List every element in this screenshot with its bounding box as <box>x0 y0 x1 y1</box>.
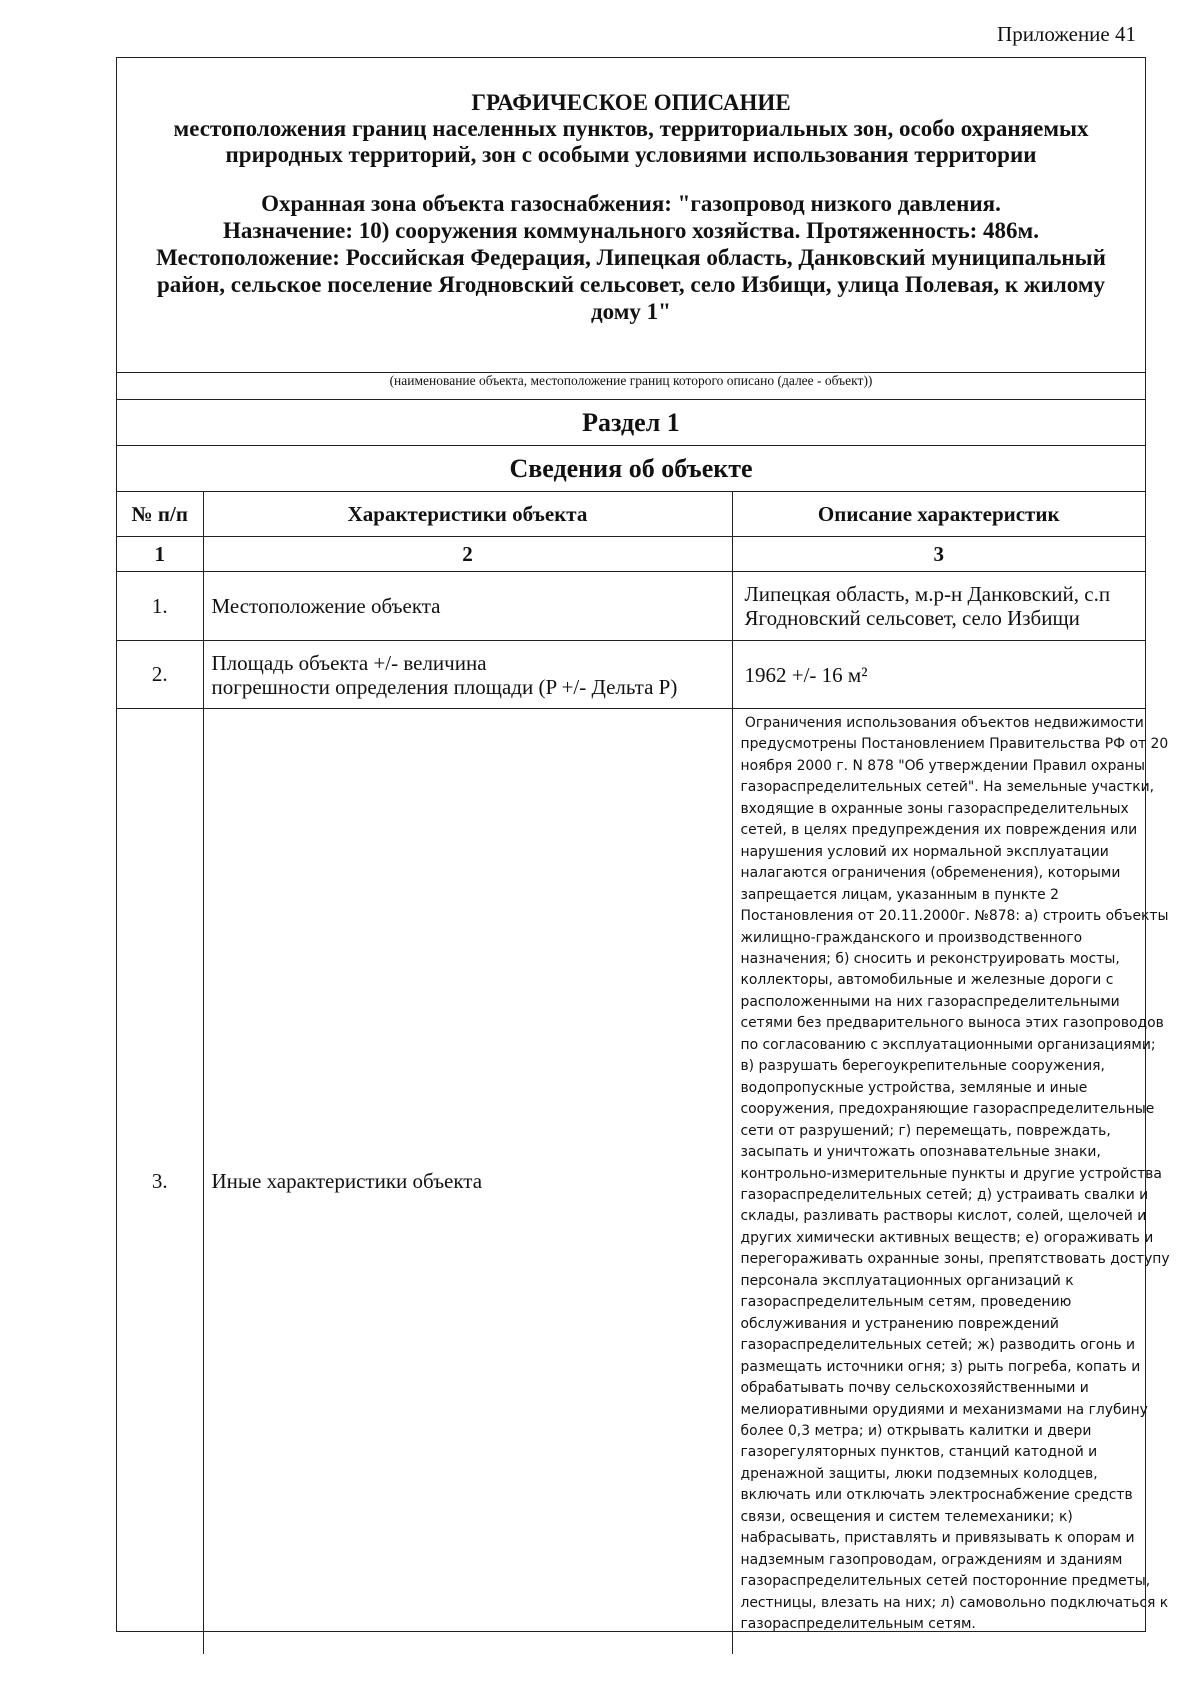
row-description <box>732 572 1145 641</box>
restrictions-text-line: обрабатывать почву сельскохозяйственными и <box>740 1380 1089 1397</box>
restrictions-text-line: предусмотрены Постановлением Правительства РФ от 20 <box>740 736 1169 753</box>
restrictions-text-line: дренажной защиты, люки подземных колодцев, <box>740 1465 1098 1482</box>
restrictions-text-line: обслуживания и устранению повреждений <box>740 1315 1059 1332</box>
restrictions-text-line: газораспределительных сетей; д) устраивать свалки и <box>740 1186 1149 1203</box>
row-description-line: Липецкая область, м.р-н Данковский, с.п <box>744 582 1111 606</box>
restrictions-text-line: газораспределительным сетям. <box>740 1616 976 1633</box>
restrictions-text-line: газораспределительных сетей; ж) разводить огонь и <box>740 1337 1136 1354</box>
document-subtitle-line-1: местоположения границ населенных пунктов, территориальных зон, особо охраняемых <box>173 116 1089 141</box>
row-characteristic: Местоположение объекта <box>203 572 732 641</box>
document-header <box>117 58 1145 372</box>
table-row <box>117 709 1145 1654</box>
document-title: ГРАФИЧЕСКОЕ ОПИСАНИЕ <box>471 90 791 115</box>
restrictions-text-line: нарушения условий их нормальной эксплуатации <box>740 843 1109 860</box>
restrictions-text-line: контрольно-измерительные пункты и другие устройства <box>740 1165 1162 1182</box>
column-number-row <box>117 537 1145 572</box>
row-characteristic-line: погрешности определения площади (P +/- Дельта P) <box>211 674 678 699</box>
restrictions-text-line: запрещается лицам, указанным в пункте 2 <box>740 886 1059 903</box>
row-description-line: Ягодновский сельсовет, село Избищи <box>744 606 1080 630</box>
restrictions-text-line: входящие в охранные зоны газораспределительных <box>740 800 1129 817</box>
table-header-row <box>117 492 1145 537</box>
restrictions-text-line: засыпать и уничтожать опознавательные знаки, <box>740 1144 1101 1161</box>
restrictions-text-line: газораспределительных сетей посторонние предметы, <box>740 1573 1151 1590</box>
object-info-table <box>117 492 1170 1654</box>
column-number-2: 2 <box>203 537 732 572</box>
section-subtitle: Сведения об объекте <box>117 446 1145 492</box>
column-number-3: 3 <box>732 537 1145 572</box>
restrictions-text-line: назначения; б) сносить и реконструировать мосты, <box>740 950 1120 967</box>
restrictions-text-line: размещать источники огня; з) рыть погреба, копать и <box>740 1358 1141 1375</box>
object-name-block <box>117 190 1145 325</box>
object-name-line-1: Охранная зона объекта газоснабжения: "газопровод низкого давления. <box>261 191 1001 216</box>
row-number: 2. <box>117 641 203 709</box>
row-number: 1. <box>117 572 203 641</box>
restrictions-text-line: персонала эксплуатационных организаций к <box>740 1272 1074 1289</box>
restrictions-text-line: Постановления от 20.11.2000г. №878: а) строить объекты <box>740 908 1169 925</box>
restrictions-text-line: коллекторы, автомобильные и железные дороги с <box>740 972 1114 989</box>
row-description <box>732 709 1170 1654</box>
restrictions-text-line: мелиоративными орудиями и механизмами на глубину <box>740 1401 1148 1418</box>
table-row <box>117 641 1145 709</box>
restrictions-text-line: надземным газопроводам, ограждениям и зданиям <box>740 1551 1123 1568</box>
row-characteristic-line: Площадь объекта +/- величина <box>211 650 487 675</box>
restrictions-text-line: в) разрушать берегоукрепительные сооружения, <box>740 1058 1105 1075</box>
document-frame <box>116 57 1170 1633</box>
restrictions-text-line: ноября 2000 г. N 878 "Об утверждении Правил охраны <box>740 757 1145 774</box>
restrictions-text-line: сетей, в целях предупреждения их повреждения или <box>740 822 1138 839</box>
section-title: Раздел 1 <box>117 400 1145 446</box>
restrictions-text-line: лестницы, влезать на них; л) самовольно подключаться к <box>740 1594 1169 1611</box>
restrictions-text-line: газораспределительных сетей". На земельные участки, <box>740 779 1155 796</box>
restrictions-text-line: газорегуляторных пунктов, станций катодной и <box>740 1444 1098 1461</box>
row-characteristic: Иные характеристики объекта <box>203 709 732 1654</box>
restrictions-text-line: расположенными на них газораспределительными <box>740 993 1120 1010</box>
restrictions-text-line: склады, разливать растворы кислот, солей, щелочей и <box>740 1208 1147 1225</box>
object-name-line-5: дому 1" <box>591 299 671 324</box>
appendix-label: Приложение 41 <box>997 22 1136 46</box>
restrictions-text-line: перегораживать охранные зоны, препятствовать доступу <box>740 1251 1170 1268</box>
restrictions-text-line: по согласованию с эксплуатационными организациями; <box>740 1036 1156 1053</box>
object-name-line-2: Назначение: 10) сооружения коммунального хозяйства. Протяженность: 486м. <box>223 218 1039 243</box>
row-characteristic <box>203 641 732 709</box>
restrictions-text-line: Ограничения использования объектов недвижимости <box>740 715 1144 731</box>
row-description: 1962 +/- 16 м² <box>732 641 1145 709</box>
restrictions-text-line: сети от разрушений; г) перемещать, повреждать, <box>740 1122 1111 1139</box>
restrictions-text-line: водопропускные устройства, земляные и иные <box>740 1079 1088 1096</box>
restrictions-text-line: других химически активных веществ; е) огораживать и <box>740 1229 1154 1246</box>
restrictions-text-line: газораспределительным сетям, проведению <box>740 1294 1072 1311</box>
table-row <box>117 572 1145 641</box>
object-name-line-4: район, сельское поселение Ягодновский сельсовет, село Избищи, улица Полевая, к жилому <box>157 272 1105 297</box>
restrictions-text-line: более 0,3 метра; и) открывать калитки и двери <box>740 1422 1092 1439</box>
restrictions-text-line: жилищно-гражданского и производственного <box>740 929 1083 946</box>
restrictions-text-line: сооружения, предохраняющие газораспределительные <box>740 1101 1155 1118</box>
header-characteristic: Характеристики объекта <box>203 492 732 537</box>
column-number-1: 1 <box>117 537 203 572</box>
header-description: Описание характеристик <box>732 492 1145 537</box>
restrictions-text-line: набрасывать, приставлять и привязывать к опорам и <box>740 1530 1135 1547</box>
restrictions-text-line: налагаются ограничения (обременения), которыми <box>740 865 1121 882</box>
restrictions-text <box>740 713 1170 1635</box>
restrictions-text-line: включать или отключать электроснабжение средств <box>740 1487 1133 1504</box>
header-num: № п/п <box>117 492 203 537</box>
object-name-line-3: Местоположение: Российская Федерация, Липецкая область, Данковский муниципальный <box>156 245 1106 270</box>
object-caption: (наименование объекта, местоположение границ которого описано (далее - объект)) <box>117 372 1145 400</box>
document-subtitle-line-2: природных территорий, зон с особыми условиями использования территории <box>225 142 1037 167</box>
row-number: 3. <box>117 709 203 1654</box>
restrictions-text-line: связи, освещения и систем телемеханики; к) <box>740 1508 1073 1525</box>
restrictions-text-line: сетями без предварительного выноса этих газопроводов <box>740 1015 1164 1032</box>
